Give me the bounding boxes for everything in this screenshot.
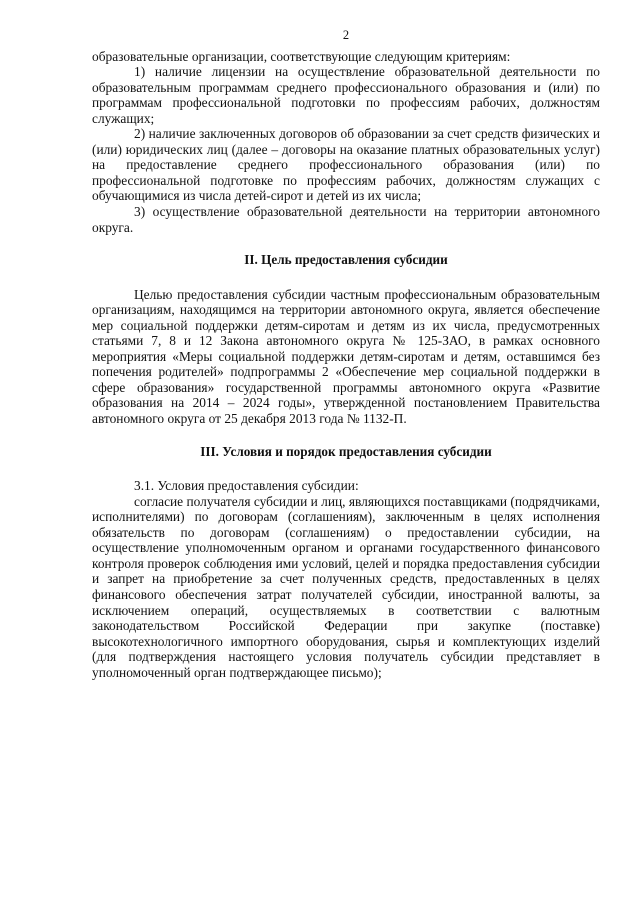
criterion-1: 1) наличие лицензии на осуществление образовательной деятельности по образовательным программам среднего профессионального образования и (или) по программам профессиональной подготовки по профессиям рабочих, должностям служащих;: [92, 64, 600, 126]
section-3-heading: III. Условия и порядок предоставления субсидии: [200, 443, 492, 459]
section-2-paragraph: Целью предоставления субсидии частным профессиональным образовательным организациям, находящимся на территории автономного округа, является обеспечение мер социальной поддержки детям-сиротам и детям из их числа, предусмотренных статьями 7, 8 и 12 Закона автономного округа № 125-ЗАО, в рамках основного мероприятия «Меры социальной поддержки детям-сиротам и детям, оставшимся без попечения родителей» подпрограммы 2 «Обеспечение мер социальной поддержки в сфере образования» государственной программы автономного округа «Развитие образования на 2014 – 2024 годы», утвержденной постановлением Правительства автономного округа от 25 декабря 2013 года № 1132-П.: [92, 286, 600, 427]
intro-paragraph: образовательные организации, соответствующие следующим критериям:: [92, 48, 511, 64]
document-page: [92, 28, 600, 680]
section-3-subtitle: 3.1. Условия предоставления субсидии:: [134, 478, 359, 494]
criterion-2: 2) наличие заключенных договоров об образовании за счет средств физических и (или) юридических лиц (далее – договоры на оказание платных образовательных услуг) на предоставление среднего профессионального образования (или) по профессиональной подготовке по профессиям рабочих, должностям служащих с обучающимися из числа детей-сирот и детей из их числа;: [92, 126, 600, 204]
criterion-3: 3) осуществление образовательной деятельности на территории автономного округа.: [92, 204, 600, 235]
page-number: 2: [342, 28, 350, 42]
section-2-heading: II. Цель предоставления субсидии: [244, 252, 448, 268]
section-3-paragraph: согласие получателя субсидии и лиц, являющихся поставщиками (подрядчиками, исполнителями) по договорам (соглашениям), заключенным в целях исполнения обязательств по договорам (соглашениям) о предоставлении субсидии, на осуществление уполномоченным органом и органами государственного финансового контроля проверок соблюдения ими условий, целей и порядка предоставления субсидии и запрет на приобретение за счет полученных средств, предоставленных в целях финансового обеспечения затрат получателей субсидии, иностранной валюты, за исключением операций, осуществляемых в соответствии с валютным законодательством Российской Федерации при закупке (поставке) высокотехнологичного импортного оборудования, сырья и комплектующих изделий (для подтверждения настоящего условия получатель субсидии представляет в уполномоченный орган подтверждающее письмо);: [92, 493, 600, 680]
